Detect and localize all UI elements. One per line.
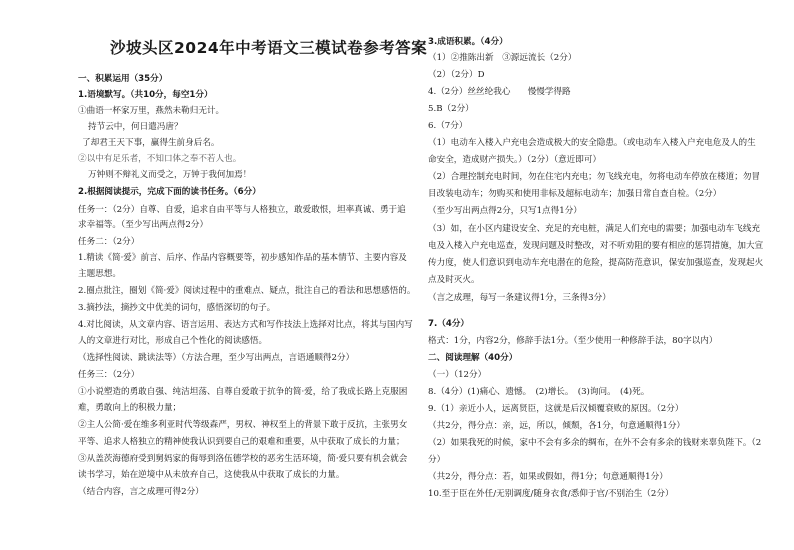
answer-line: （一）（12分） <box>428 370 487 380</box>
answer-line: 了却君王天下事，赢得生前身后名。 <box>82 138 220 148</box>
page-title: 沙坡头区2024年中考语文三模试卷参考答案 <box>110 39 428 57</box>
answer-line: （结合内容，言之成理可得2分） <box>78 487 204 497</box>
answer-line: ②主人公简·爱在维多利亚时代等级森严，男权、神权至上的背景下敢于反抗，主张男女 <box>78 420 408 430</box>
question-heading: 7.（4分） <box>428 319 470 329</box>
answer-line: 主题思想。 <box>78 269 121 279</box>
answer-line: 任务三：（2分） <box>78 370 140 380</box>
answer-line: 分） <box>428 455 446 465</box>
answer-line: 人的文章进行对比，形成自己个性化的阅读感悟。 <box>78 336 268 346</box>
answer-line: （至少写出两点得2分，只写1点得1分） <box>428 206 582 216</box>
answer-line: 格式：1分，内容2分，修辞手法1分。（至少使用一种修辞手法，80字以内） <box>428 336 718 346</box>
section-heading: 一、积累运用（35分） <box>78 74 168 84</box>
answer-line: （3）如，在小区内建设安全、充足的充电桩，满足人们充电的需要；加强电动车飞线充 <box>428 224 761 234</box>
answer-line: ③从盖茨海德府受到舅妈家的侮辱到洛伍德学校的恶劣生活环境，简·爱只要有机会就会 <box>78 454 408 464</box>
answer-line: 3.摘抄法，摘抄文中优美的词句，感悟深切的句子。 <box>78 303 276 313</box>
question-heading: 2.根据阅读提示，完成下面的读书任务。（6分） <box>78 187 261 197</box>
answer-line: 9.（1）亲近小人，远离贤臣，这就是后汉倾覆衰败的原因。（2分） <box>428 404 684 414</box>
question-heading: 3.成语积累。（4分） <box>428 37 508 47</box>
answer-line: ①曲语一杯家万里，燕然未勒归无计。 <box>78 106 225 116</box>
answer-line: 任务二：（2分） <box>78 237 140 247</box>
answer-line: 10.至于臣在外任/无别调度/随身衣食/悉仰于官/不别治生（2分） <box>428 489 674 499</box>
answer-line: 点及时灭火。 <box>428 275 480 285</box>
answer-line: ②以中有足乐者，不知口体之奉不若人也。 <box>78 154 242 164</box>
answer-line: （1）②推陈出新 ③源远流长（2分） <box>428 53 577 63</box>
answer-line: 命安全，造成财产损失。）（2分）（意近即可） <box>428 155 602 165</box>
question-heading: 1.语境默写。（共10分，每空1分） <box>78 90 213 100</box>
answer-line: 2.圈点批注，圈划《简·爱》阅读过程中的重难点、疑点，批注自己的看法和思想感悟的。 <box>78 286 416 296</box>
answer-line: 万钟则不辩礼义而受之，万钟于我何加焉！ <box>88 170 252 180</box>
answer-line: 求幸福等。（至少写出两点得2分） <box>78 220 209 230</box>
answer-line: 8.（4分）(1)痛心、遗憾。 (2)增长。 (3)询问。 (4)死。 <box>428 387 650 397</box>
answer-line: （2）（2分）D <box>428 70 485 80</box>
answer-line: 5.B（2分） <box>428 104 474 114</box>
answer-line: 4.对比阅读，从文章内容、语言运用、表达方式和写作技法上选择对比点，将其与国内写 <box>78 320 413 330</box>
answer-line: 任务一：（2分）自尊、自爱，追求自由平等与人格独立，敢爱敢恨，坦率真诚、勇于追 <box>78 205 406 215</box>
answer-line: 持节云中，何日遣冯唐？ <box>88 122 183 132</box>
answer-line: 难，勇敢向上的积极力量； <box>78 403 182 413</box>
answer-line: 读书学习，始在逆境中从未放弃自己，这使我从中获取了成长的力量。 <box>78 470 345 480</box>
answer-line: ①小说塑造的勇敢自强、纯洁坦荡、自尊自爱敢于抗争的简·爱，给了我成长路上克服困 <box>78 387 408 397</box>
answer-line: （共2分，得分点：亲，远，所以，倾颓，各1分，句意通顺得1分） <box>428 421 686 431</box>
answer-line: 平等、追求人格独立的精神使我认识到要自己的艰难和重要，从中获取了成长的力量； <box>78 437 405 447</box>
answer-line: 目改装电动车；勿购买和使用非标及超标电动车；加强日常自查自检。（2分） <box>428 189 722 199</box>
answer-line: 4.（2分）丝丝纶我心 慢慢学得路 <box>428 87 571 97</box>
answer-line: （2）合理控制充电时间，勿在住宅内充电；勿飞线充电，勿将电动车停放在楼道；勿冒 <box>428 172 761 182</box>
answer-line: （共2分，得分点：若，如果或假如，得1分；句意通顺得1分） <box>428 472 668 482</box>
answer-line: 1.精读《简·爱》前言、后序、作品内容概要等，初步感知作品的基本情节、主要内容及 <box>78 253 407 263</box>
answer-line: （言之成理，每写一条建议得1分，三条得3分） <box>428 293 611 303</box>
answer-line: 传力度，使人们意识到电动车充电潜在的危险，提高防范意识，保安加强巡查，发现起火 <box>428 258 764 268</box>
section-heading: 二、阅读理解（40分） <box>428 353 518 363</box>
answer-line: （2）如果我死的时候，家中不会有多余的绸布，在外不会有多余的钱财来辜负陛下。（2 <box>428 438 762 448</box>
answer-line: （选择性阅读、跳读法等）（方法合理，至少写出两点，言语通顺得2分） <box>78 353 355 363</box>
answer-line: 电及入楼入户充电巡查，发现问题及时整改，对不听劝阻的要有相应的惩罚措施，加大宣 <box>428 241 764 251</box>
answer-line: （1）电动车入楼入户充电会造成极大的安全隐患。（或电动车入楼入户充电危及人的生 <box>428 138 756 148</box>
answer-line: 6.（7分） <box>428 121 468 131</box>
